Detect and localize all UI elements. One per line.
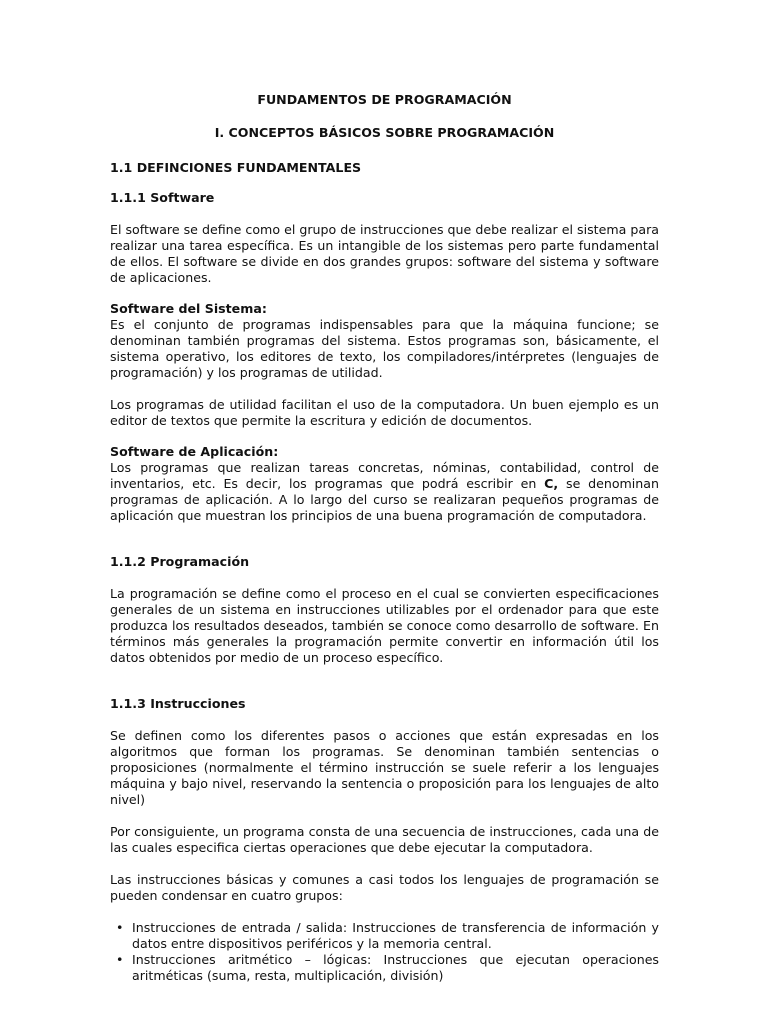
subsection-heading-programacion: 1.1.2 Programación — [110, 554, 250, 569]
paragraph-application-software — [110, 460, 659, 524]
paragraph-instrucciones-groups: Las instrucciones básicas y comunes a casi todos los lenguajes de programación se pueden condensar en cuatro grupos: — [110, 872, 659, 903]
subheading-system-software: Software del Sistema: — [110, 301, 267, 316]
subheading-application-software: Software de Aplicación: — [110, 444, 279, 459]
chapter-heading: I. CONCEPTOS BÁSICOS SOBRE PROGRAMACIÓN — [214, 125, 555, 140]
paragraph-software-intro: El software se define como el grupo de instrucciones que debe realizar el sistema para realizar una tarea específica. Es un intangible de los sistemas pero parte fundamental de ellos. El software se divide en dos grandes grupos: software del sistema y software de aplicaciones. — [110, 222, 659, 285]
bullet-icon: • — [116, 952, 124, 967]
application-text-end: se denominan programas de aplicación. A lo largo del curso se realizaran pequeños programas de aplicación que muestran los principios de una buena programación de computadora. — [110, 476, 659, 523]
section-heading: 1.1 DEFINCIONES FUNDAMENTALES — [110, 160, 362, 175]
subsection-heading-software: 1.1.1 Software — [110, 190, 215, 205]
instruction-groups-list — [110, 920, 659, 984]
document-page — [110, 92, 659, 984]
list-item — [116, 952, 659, 984]
list-item — [116, 920, 659, 952]
document-title: FUNDAMENTOS DE PROGRAMACIÓN — [257, 92, 512, 107]
list-item-text: Instrucciones aritmético – lógicas: Instrucciones que ejecutan operaciones aritméticas (suma, resta, multiplicación, división) — [132, 952, 659, 983]
list-item-text: Instrucciones de entrada / salida: Instrucciones de transferencia de información y datos entre dispositivos periféricos y la memoria central. — [132, 920, 659, 951]
paragraph-instrucciones-sequence: Por consiguiente, un programa consta de una secuencia de instrucciones, cada una de las cuales especifica ciertas operaciones que debe ejecutar la computadora. — [110, 824, 659, 855]
paragraph-utility-programs: Los programas de utilidad facilitan el uso de la computadora. Un buen ejemplo es un editor de textos que permite la escritura y edición de documentos. — [110, 397, 659, 428]
paragraph-programacion: La programación se define como el proceso en el cual se convierten especificaciones generales de un sistema en instrucciones utilizables por el ordenador para que este produzca los resultados deseados, también se conoce como desarrollo de software. En términos más generales la programación permite convertir en información útil los datos obtenidos por medio de un proceso específico. — [110, 586, 659, 665]
subsection-heading-instrucciones: 1.1.3 Instrucciones — [110, 696, 246, 711]
paragraph-system-software: Es el conjunto de programas indispensables para que la máquina funcione; se denominan también programas del sistema. Estos programas son, básicamente, el sistema operativo, los editores de texto, los compiladores/intérpretes (lenguajes de programación) y los programas de utilidad. — [110, 317, 659, 380]
application-text-start: Los programas que realizan tareas concretas, nóminas, contabilidad, control de inventarios, etc. Es decir, los programas que podrá escribir en — [110, 460, 659, 491]
paragraph-instrucciones-definition: Se definen como los diferentes pasos o acciones que están expresadas en los algoritmos que forman los programas. Se denominan también sentencias o proposiciones (normalmente el término instrucción se suele referir a los lenguajes máquina y bajo nivel, reservando la sentencia o proposición para los lenguajes de alto nivel) — [110, 728, 659, 807]
bullet-icon: • — [116, 920, 124, 935]
language-c-mention: C, — [544, 476, 559, 491]
